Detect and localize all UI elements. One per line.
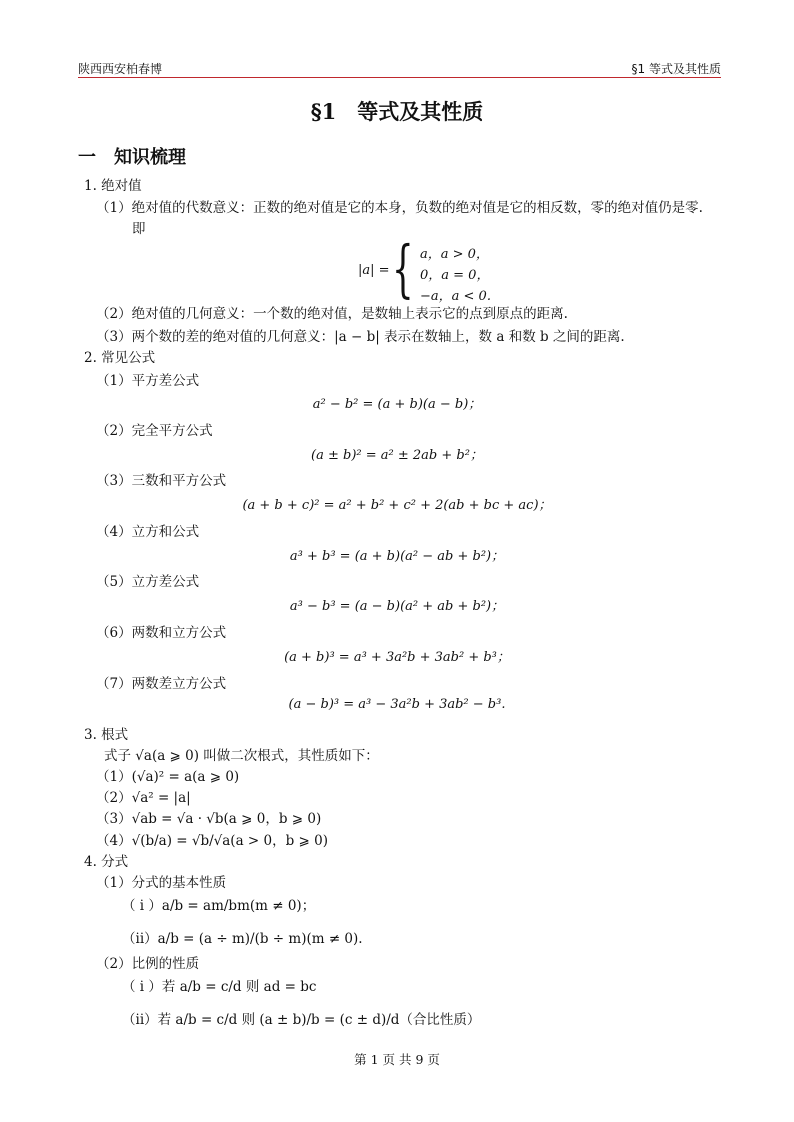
radical-prop-3: （3）√ab = √a · √b(a ⩾ 0，b ⩾ 0)	[96, 811, 322, 827]
section-heading: 一 知识梳理	[78, 147, 186, 168]
header-rule	[78, 77, 721, 78]
formula: (a ± b)² = a² ± 2ab + b²；	[311, 448, 483, 463]
page-number: 第 1 页 共 9 页	[354, 1052, 440, 1067]
formula-label: （3）三数和平方公式	[96, 473, 227, 489]
brace-symbol: {	[392, 232, 414, 305]
heading-fractions: 4. 分式	[84, 854, 129, 870]
header-author: 陕西西安柏春博	[78, 62, 163, 76]
page-title: §1 等式及其性质	[310, 99, 484, 124]
heading-formulas: 2. 常见公式	[84, 350, 156, 366]
heading-abs: 1. 绝对值	[84, 178, 142, 194]
radical-prop-1: （1）(√a)² = a(a ⩾ 0)	[96, 769, 240, 785]
formula: (a + b + c)² = a² + b² + c² + 2(ab + bc + ac)；	[242, 498, 552, 513]
abs-difference: （3）两个数的差的绝对值的几何意义：|a − b| 表示在数轴上，数 a 和数 b 之间的距离.	[96, 329, 625, 345]
page-header	[78, 58, 721, 76]
abs-case-3: −a，a < 0.	[420, 289, 491, 304]
heading-radicals: 3. 根式	[84, 727, 129, 743]
formula: a³ + b³ = (a + b)(a² − ab + b²)；	[289, 549, 505, 564]
radical-prop-4: （4）√(b/a) = √b/√a(a > 0，b ⩾ 0)	[96, 833, 328, 849]
abs-ie: 即	[132, 221, 146, 237]
abs-geometric: （2）绝对值的几何意义：一个数的绝对值，是数轴上表示它的点到原点的距离.	[96, 306, 568, 322]
formula-label: （6）两数和立方公式	[96, 625, 227, 641]
formula: (a − b)³ = a³ − 3a²b + 3ab² − b³.	[288, 697, 506, 712]
fraction-rule-2: （ii）a/b = (a ÷ m)/(b ÷ m)(m ≠ 0).	[122, 931, 363, 947]
abs-case-2: 0，a = 0，	[420, 268, 490, 283]
abs-algebraic: （1）绝对值的代数意义：正数的绝对值是它的本身，负数的绝对值是它的相反数，零的绝对值仍是零.	[96, 200, 703, 216]
formula: a² − b² = (a + b)(a − b)；	[312, 397, 482, 412]
formula-label: （4）立方和公式	[96, 524, 200, 540]
fraction-basic-heading: （1）分式的基本性质	[96, 875, 227, 891]
formula-label: （7）两数差立方公式	[96, 676, 227, 692]
formula-label: （1）平方差公式	[96, 373, 200, 389]
radical-intro: 式子 √a(a ⩾ 0) 叫做二次根式，其性质如下：	[104, 748, 379, 764]
fraction-rule-1: （ i ）a/b = am/bm(m ≠ 0)；	[122, 898, 316, 914]
formula: (a + b)³ = a³ + 3a²b + 3ab² + b³；	[284, 650, 510, 665]
radical-prop-2: （2）√a² = |a|	[96, 790, 191, 806]
formula-label: （2）完全平方公式	[96, 423, 213, 439]
proportion-rule-1: （ i ）若 a/b = c/d 则 ad = bc	[122, 979, 317, 995]
abs-lhs: |a| =	[358, 263, 390, 278]
abs-case-1: a，a > 0，	[420, 247, 489, 262]
formula: a³ − b³ = (a − b)(a² + ab + b²)；	[289, 599, 505, 614]
proportion-rule-2: （ii）若 a/b = c/d 则 (a ± b)/b = (c ± d)/d（合比性质）	[122, 1012, 481, 1028]
header-section: §1 等式及其性质	[631, 62, 721, 76]
formula-label: （5）立方差公式	[96, 574, 200, 590]
proportion-heading: （2）比例的性质	[96, 956, 200, 972]
